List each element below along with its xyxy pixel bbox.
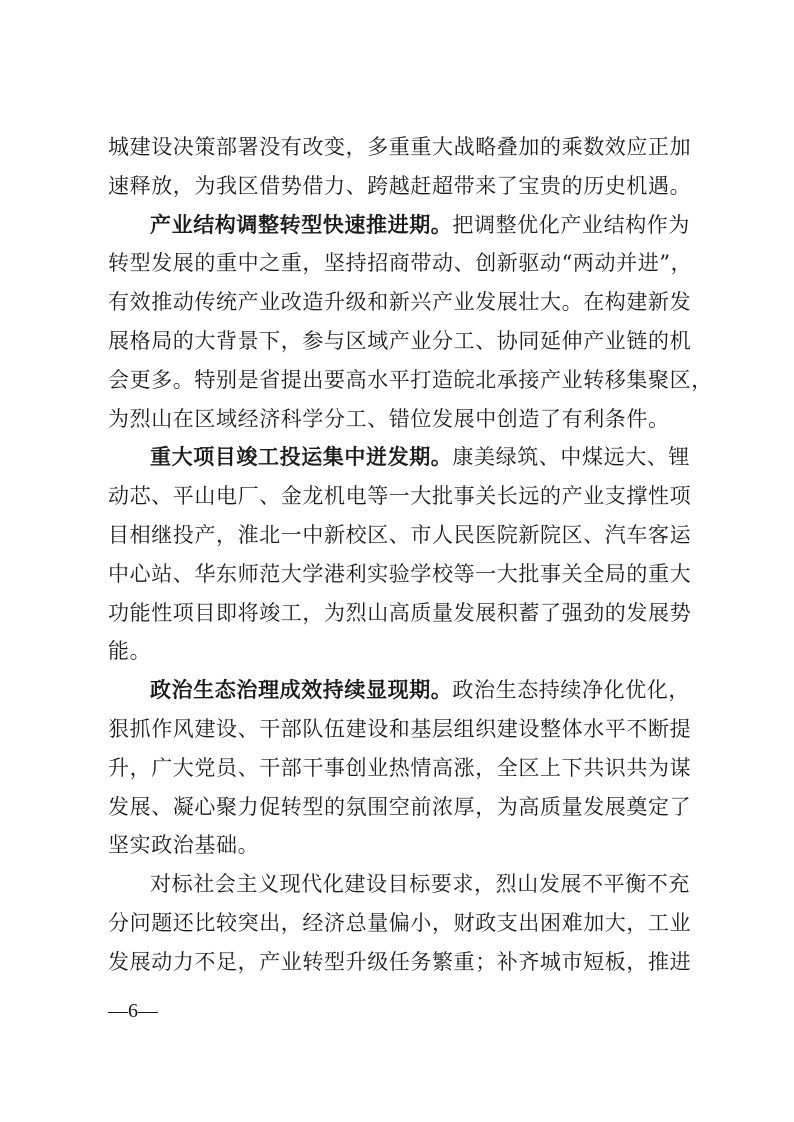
text-line [108,206,690,245]
paragraph-text: 把调整优化产业结构作为 [452,212,691,237]
text-line: 发展、凝心聚力促转型的氛围空前浓厚，为高质量发展奠定了 [108,794,692,819]
text-line: 转型发展的重中之重，坚持招商带动、创新驱动“两动并进”， [108,251,693,276]
paragraph-text: 康美绿筑、中煤远大、锂 [452,445,691,470]
text-line: 速释放，为我区借势借力、跨越赶超带来了宝贵的历史机遇。 [108,173,692,198]
page-number: —6— [108,1000,158,1022]
paragraph-text: 政治生态持续净化优化， [452,678,691,703]
text-line: 为烈山在区域经济科学分工、错位发展中创造了有利条件。 [108,406,670,431]
text-line: 坚实政治基础。 [108,833,260,858]
text-line: 城建设决策部署没有改变，多重重大战略叠加的乘数效应正加 [108,135,692,159]
text-line: 功能性项目即将竣工，为烈山高质量发展积蓄了强劲的发展势 [108,600,692,625]
text-line: 发展动力不足，产业转型升级任务繁重；补齐城市短板，推进 [108,949,692,974]
text-line: 能。 [108,639,152,664]
text-line: 展格局的大背景下，参与区域产业分工、协同延伸产业链的机 [108,328,692,353]
paragraph-heading: 重大项目竣工投运集中迸发期。 [150,444,453,470]
text-line: 中心站、华东师范大学港利实验学校等一大批事关全局的重大 [108,561,692,586]
text-line [108,438,690,477]
text-line: 升，广大党员、干部干事创业热情高涨，全区上下共识共为谋 [108,755,692,780]
page-body [108,128,713,982]
text-line: 有效推动传统产业改造升级和新兴产业发展壮大。在构建新发 [108,290,692,315]
text-line: 分问题还比较突出，经济总量偏小，财政支出困难加大，工业 [108,910,692,935]
paragraph-heading: 产业结构调整转型快速推进期。 [150,211,453,237]
text-line: 动芯、平山电厂、金龙机电等一大批事关长远的产业支撑性项 [108,484,692,509]
paragraph-heading: 政治生态治理成效持续显现期。 [150,677,453,703]
text-line: 目相继投产，淮北一中新校区、市人民医院新院区、汽车客运 [108,522,692,547]
text-line: 狠抓作风建设、干部队伍建设和基层组织建设整体水平不断提 [108,716,692,741]
text-line: 会更多。特别是省提出要高水平打造皖北承接产业转移集聚区， [108,367,713,392]
text-line: 对标社会主义现代化建设目标要求，烈山发展不平衡不充 [150,872,690,897]
text-line [108,671,690,710]
